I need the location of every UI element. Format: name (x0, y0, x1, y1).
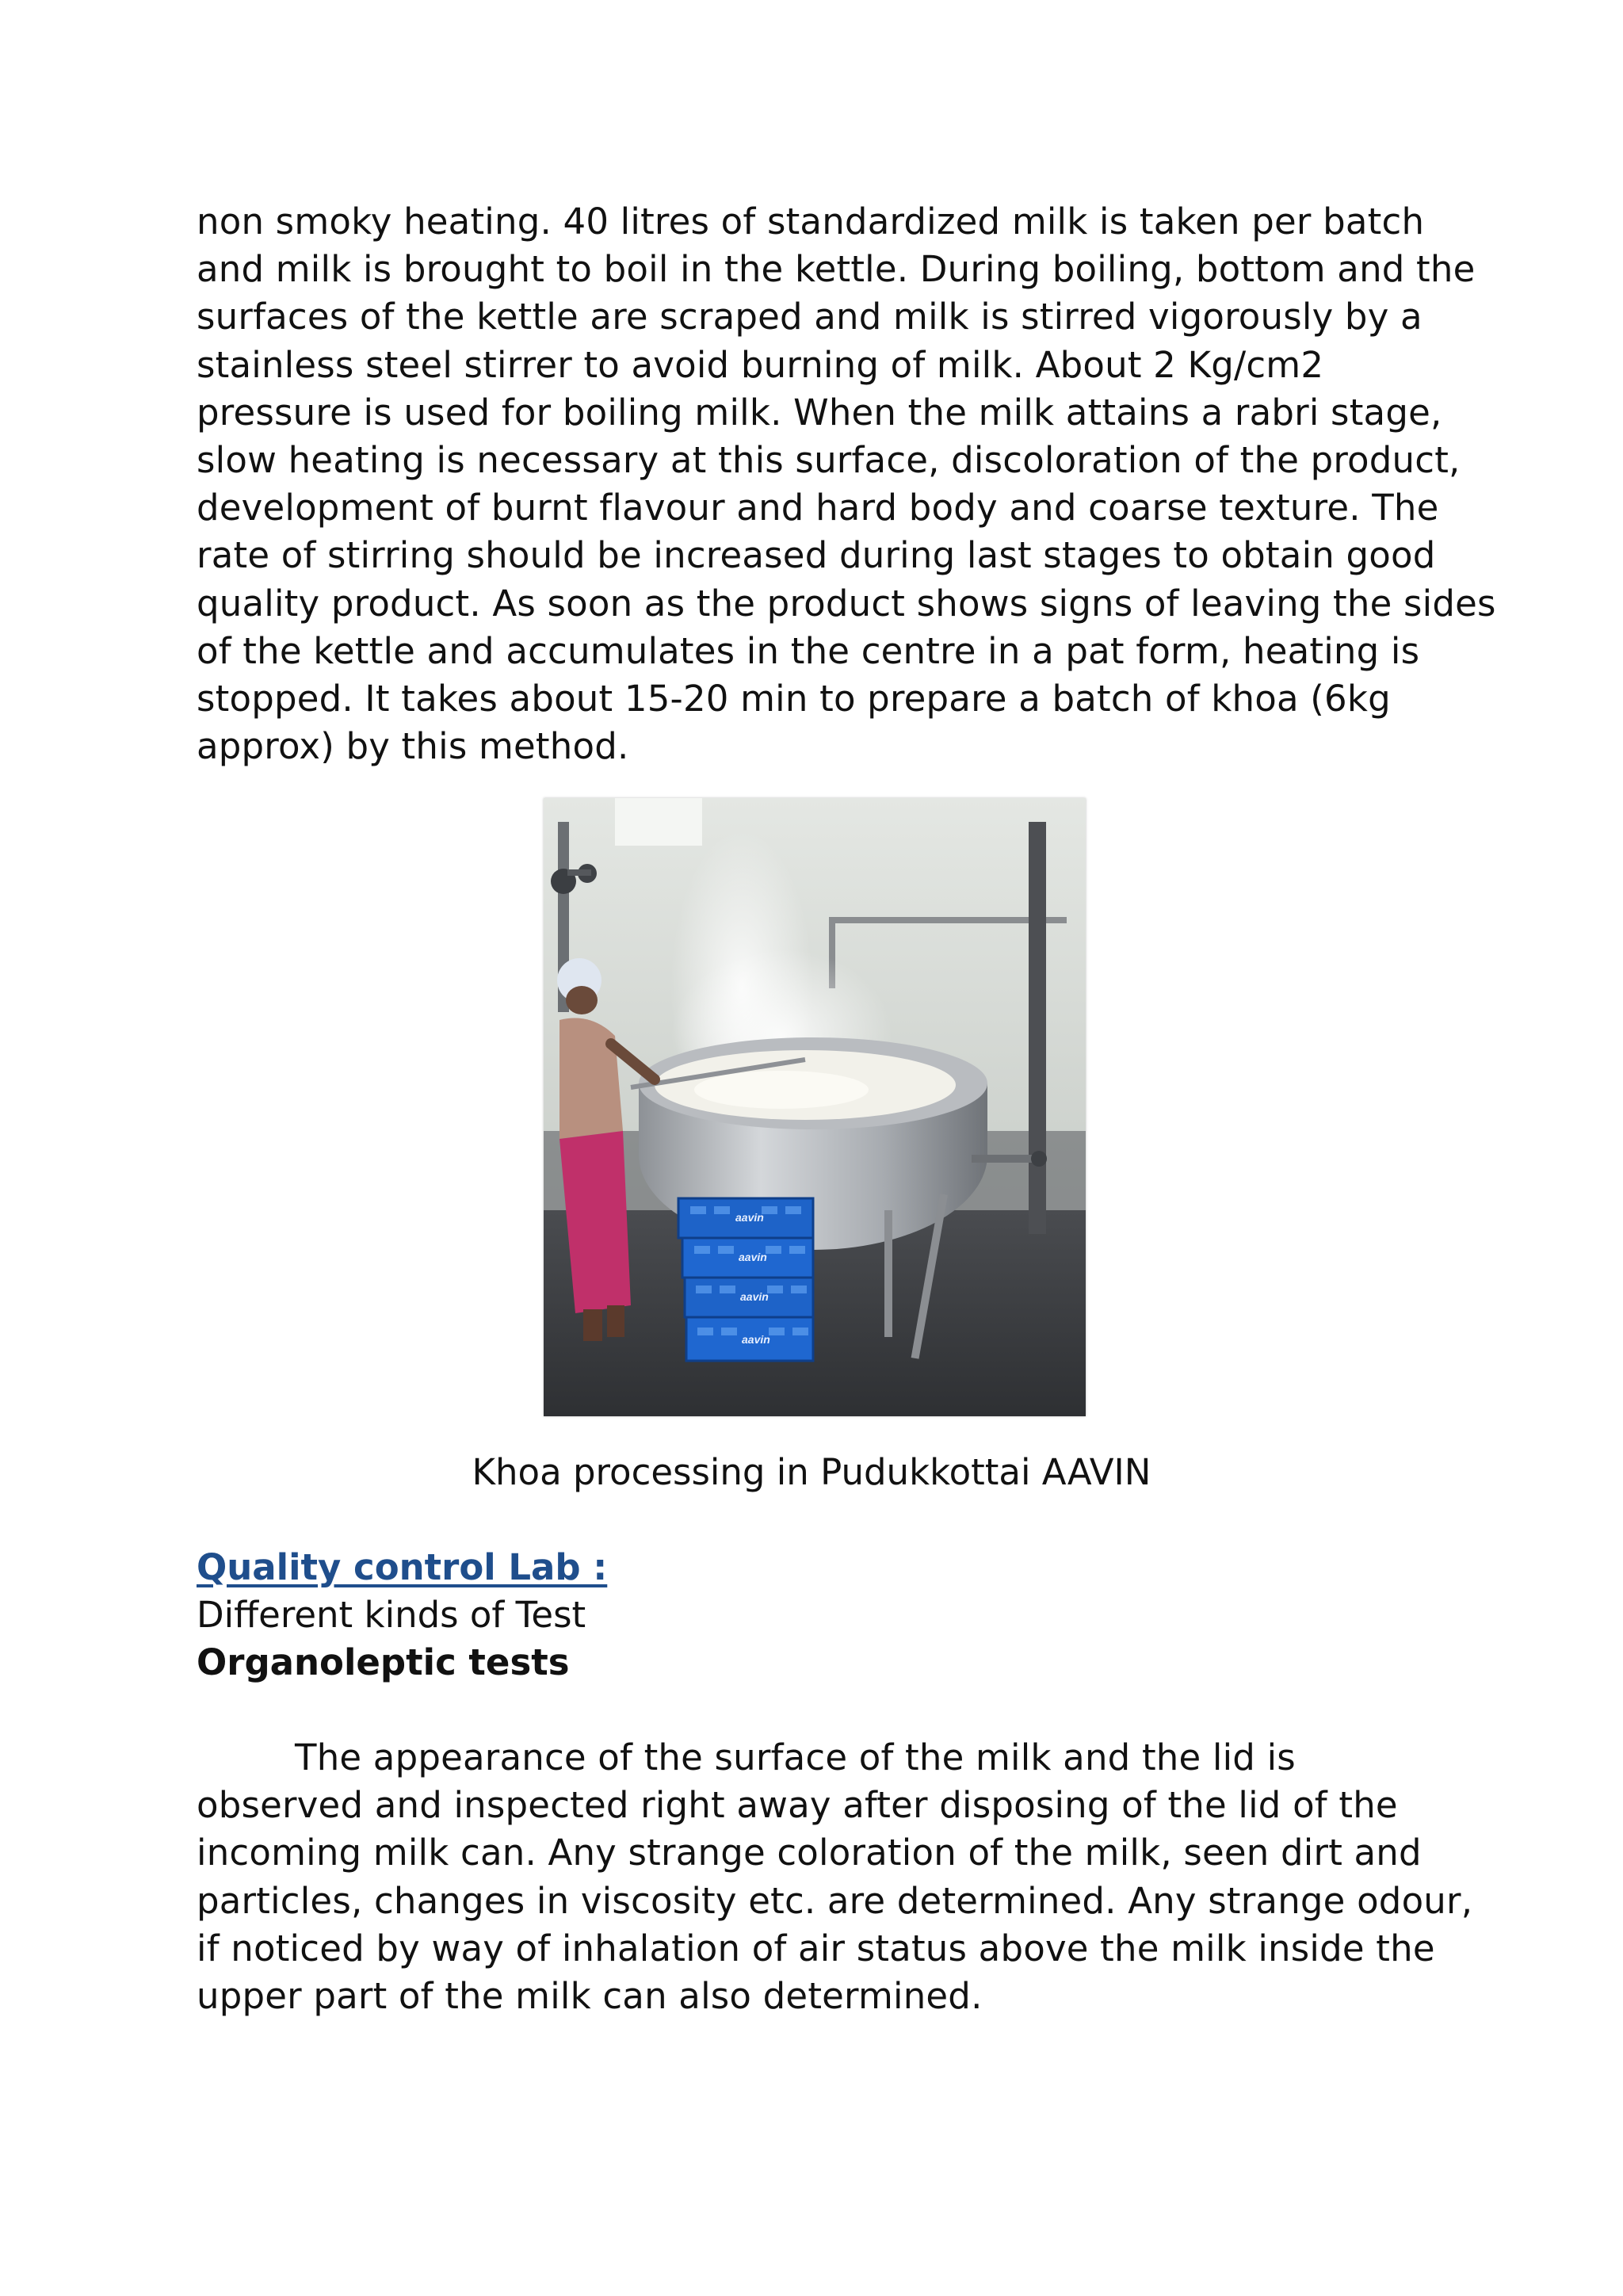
crate-label: aavin (735, 1211, 764, 1224)
organoleptic-title: Organoleptic tests (197, 1641, 570, 1683)
paragraph-line: upper part of the milk can also determined. (197, 1975, 983, 2018)
paragraph-line: stopped. It takes about 15-20 min to prepare a batch of khoa (6kg (197, 678, 1391, 720)
crate-label: aavin (742, 1333, 770, 1346)
paragraph-line: slow heating is necessary at this surface, discoloration of the product, (197, 439, 1461, 482)
paragraph-line: pressure is used for boiling milk. When the milk attains a rabri stage, (197, 391, 1442, 434)
paragraph-line: quality product. As soon as the product shows signs of leaving the sides (197, 582, 1496, 625)
paragraph-line: incoming milk can. Any strange coloration of the milk, seen dirt and (197, 1832, 1422, 1874)
tests-subheading: Different kinds of Test (197, 1594, 586, 1636)
organoleptic-paragraph (197, 1734, 1473, 2020)
paragraph-line: particles, changes in viscosity etc. are determined. Any strange odour, (197, 1879, 1473, 1922)
process-paragraph (197, 198, 1496, 770)
paragraph-line: observed and inspected right away after disposing of the lid of the (197, 1784, 1398, 1827)
paragraph-line: development of burnt flavour and hard body and coarse texture. The (197, 487, 1439, 529)
khoa-processing-photo (544, 798, 1086, 1416)
paragraph-line: surfaces of the kettle are scraped and milk is stirred vigorously by a (197, 296, 1423, 338)
paragraph-line: non smoky heating. 40 litres of standardized milk is taken per batch (197, 201, 1425, 243)
blue-crates-stack (678, 1198, 813, 1361)
paragraph-line: of the kettle and accumulates in the centre in a pat form, heating is (197, 629, 1420, 672)
paragraph-line: approx) by this method. (197, 725, 629, 768)
figure-caption: Khoa processing in Pudukkottai AAVIN (472, 1451, 1151, 1493)
paragraph-line: rate of stirring should be increased during last stages to obtain good (197, 534, 1436, 577)
quality-control-heading: Quality control Lab : (197, 1546, 608, 1588)
paragraph-line: stainless steel stirrer to avoid burning of milk. About 2 Kg/cm2 (197, 343, 1324, 386)
paragraph-line: if noticed by way of inhalation of air status above the milk inside the (197, 1927, 1435, 1969)
paragraph-line: and milk is brought to boil in the kettle. During boiling, bottom and the (197, 248, 1476, 291)
crate-label: aavin (739, 1251, 767, 1263)
paragraph-line: The appearance of the surface of the milk and the lid is (295, 1736, 1296, 1778)
crate-label: aavin (740, 1290, 769, 1303)
